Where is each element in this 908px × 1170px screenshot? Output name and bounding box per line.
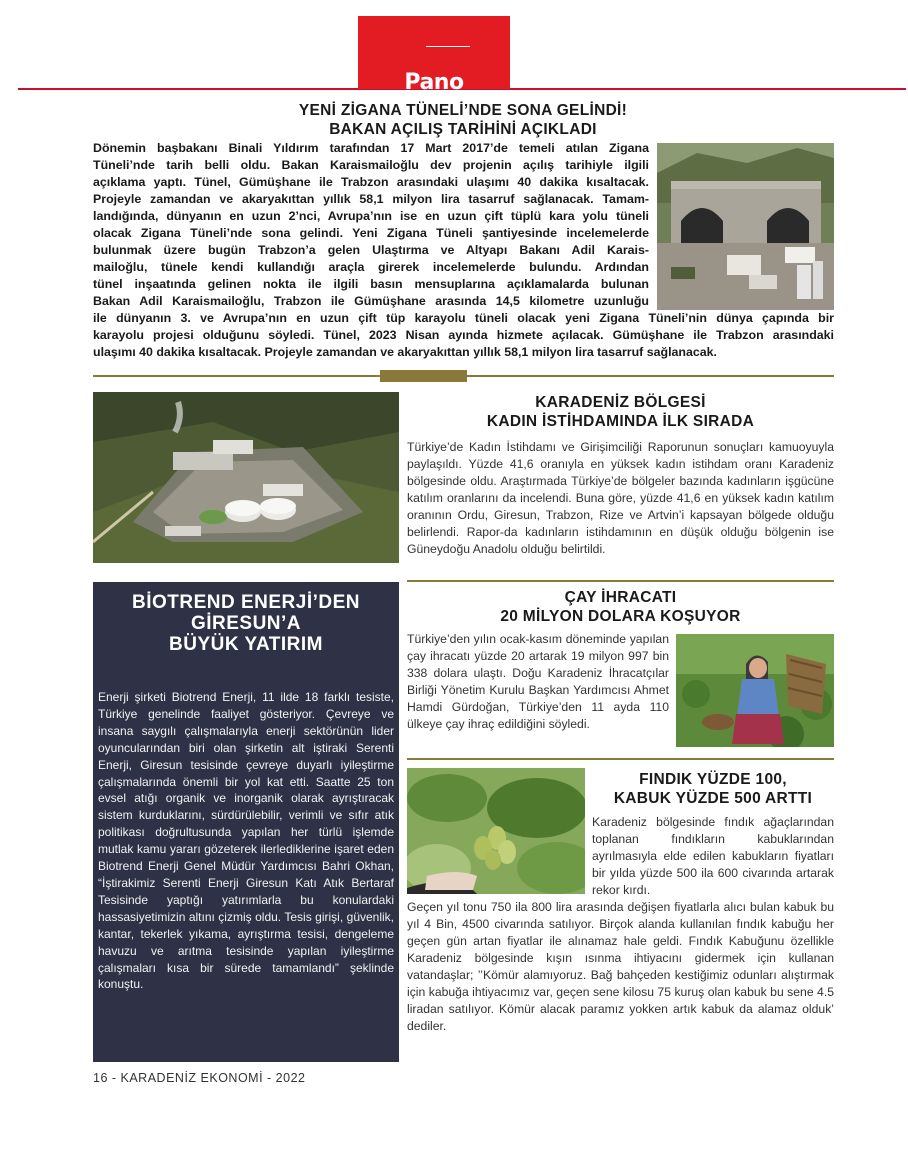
tea-harvest-illustration [676,634,834,747]
article2-title-line3: BÜYÜK YATIRIM [169,634,323,655]
article1-line: Bakan Adil Karaismailoğlu, Trabzon ile Gümüşhane arasında 14,5 kilometre uzunluğu [93,294,649,308]
article2-title-line1: BİOTREND ENERJİ’DEN [131,592,361,613]
article3-title-line1: KARADENİZ BÖLGESİ [535,394,706,411]
section-tab [358,16,510,95]
tunnel-photo [657,143,834,310]
article1-title-line2: BAKAN AÇILIŞ TARİHİNİ AÇIKLADI [329,121,597,138]
article2-title [93,592,399,655]
divider-mark [380,370,467,382]
article1-line: açıklama yaptı. Tünel, Gümüşhane ile Trabzon arasındaki ulaşımı 40 dakika kısaltacak. [93,175,649,189]
article1-line: landığında, dünyanın en uzun 2’nci, Avrupa’nın ise en uzun çift tüplü kara yolu tüneli [93,209,649,223]
article5-title-line2: KABUK YÜZDE 500 ARTTI [613,790,813,807]
section-label: Pano [404,70,464,95]
article1-line: Projeyle zamandan ve akaryakıttan yıllık 58,1 milyon lira tasarruf sağlanacak. Tamam- [93,192,649,206]
article1-title-line1: YENİ ZİGANA TÜNELİ’NDE SONA GELİNDİ! [298,102,628,119]
article4-title [407,588,834,626]
tea-harvest-photo [676,634,834,747]
article1-body-bottom [93,310,834,361]
article5-title-line1: FINDIK YÜZDE 100, [639,771,787,788]
article4-title-line2: 20 MİLYON DOLARA KOŞUYOR [500,608,741,625]
article3-divider [407,580,834,582]
article5-body-top: Karadeniz bölgesinde fındık ağaçlarından toplanan fındıkların kabuklarından ayrılmasıyla elde edilen kabukların fiyatları bir yılda yüzde 500 ila 600 civarında artarak rekor kırdı. [592,815,834,897]
article1-title [93,101,833,139]
article1-body-top [93,140,649,310]
biotrend-plant-photo [93,392,399,563]
biotrend-plant-illustration [93,392,399,563]
hazelnut-photo [407,768,585,894]
article1-line: ile dünyanın 3. ve Avrupa’nın en uzun çift tüp karayolu tüneli olacak yeni Zigana Tüneli’nin dünya çapında bir [93,311,834,325]
article1-line: Dönemin başbakanı Binali Yıldırım tarafından 17 Mart 2017’de temeli atılan Zigana [93,141,649,155]
article1-line: mailoğlu, tünele kendi kullandığı araçla girerek incelemelerde bulundu. Ardından [93,260,649,274]
article4-divider [407,758,834,760]
article3-title [407,393,834,431]
page-footer: 16 - KARADENİZ EKONOMİ - 2022 [93,1071,306,1085]
article2-title-line2: GİRESUN’A [190,613,302,634]
article5-body-bottom: Geçen yıl tonu 750 ila 800 lira arasında değişen fiyatlarla alıcı bulan kabuk bu yıl 4 Bin, 4500 civarında satılıyor. Birçok alanda kullanılan fındık kabuğu her geçen gün artan fiyatlar ile alınamaz hale geldi. Fındık Kabuğunu özellikle Karadeniz bölgesinde kışın ısınma ihtiyacını gidermek için kullanan vatandaşlar; ’’Kömür alamıyoruz. Bağ bahçeden kestiğimiz odunları alıştırmak için kabuğa ihtiyacımız var, geçen sene kilosu 75 kuruş olan kabuk bu sene 4.5 liradan satılıyor. Kömür alacak paramız yokken artık kabuk da alamaz olduk’ dediler. [407,900,834,1033]
section-tab-rule [426,46,470,47]
article1-line: olacak Zigana Tüneli’nde sona gelindi. Yeni Zigana Tüneli şantiyesinde incelemelerde [93,226,649,240]
article1-line: bulunmak üzere bugün Trabzon’a gelen Ulaştırma ve Altyapı Bakanı Adil Karais- [93,243,649,257]
article4-title-line1: ÇAY İHRACATI [564,589,677,606]
tunnel-photo-illustration [657,143,834,310]
article5-title [592,770,834,808]
article1-line: Tüneli’nde tarih belli oldu. Bakan Karaismailoğlu dev projenin açılış tarihiyle ilgili [93,158,649,172]
article1-line: tünel inşaatında gelinen nokta ile ilgili basın mensuplarına açıklamalarda bulunan [93,277,649,291]
article2-body: Enerji şirketi Biotrend Enerji, 11 ilde 18 farklı tesiste, Türkiye genelinde faaliyet gösteriyor. Çevreye ve insana saygılı çalışmalarıyla enerji sektörünün lider oyuncularından biri olan şirketin alt iştiraki Serenti Enerji, Giresun tesisinde çevreye duyarlı iyileştirme çalışmalarında önemli bir yol kat etti. Saatte 25 ton evsel atığı organik ve inorganik olarak ayrıştıracak sistem kurduklarını, sürdürülebilir, verimli ve sıfır atık politikası doğrultusunda yapılan her türlü işlemde mutlak kamu yararı gözeterek ilerlediklerine işaret eden Biotrend Enerji Genel Müdür Yardımcısı Bahri Okhan, “İştirakimiz Serenti Enerji Giresun Katı Atık Bertaraf Tesisinde yaptığı yatırımlarla bu konulardaki hassasiyetimizin altını çizmiş oldu. Tesis girişi, güvenlik, kantar, tekerlek yıkama, ayrıştırma tesisi, dengeleme havuzu ve arıtma tesisinde yapılan iyileştirme çalışmaları kısa bir sürede tamamlandı” şeklinde konuştu. [98,690,394,992]
article4-body: Türkiye’den yılın ocak-kasım döneminde yapılan çay ihracatı yüzde 20 artarak 19 milyon 997 bin 338 dolara ulaştı. Doğu Karadeniz İhracatçılar Birliği Yönetim Kurulu Başkan Yardımcısı Ahmet Hamdi Gürdoğan, Türkiye’den 11 ayda 110 ülkeye çay ihraç edildiğini söyledi. [407,632,669,731]
article3-title-line2: KADIN İSTİHDAMINDA İLK SIRADA [486,413,755,430]
article1-line: karayolu projesi olduğunu söyledi. Tünel, 2023 Nisan ayında hizmete açılacak. Gümüşhane ile Trabzon arasındaki [93,328,834,342]
article1-line: ulaşımı 40 dakika kısaltacak. Projeyle zamandan ve akaryakıttan yıllık 58,1 milyon lira tasarruf sağlanacak. [93,345,718,359]
hazelnut-illustration [407,768,585,894]
article3-body: Türkiye’de Kadın İstihdamı ve Girişimciliği Raporunun sonuçları kamuoyuyla paylaşıldı. Yüzde 41,6 oranıyla en yüksek kadın istihdam oranı Karadeniz bölgesinde oldu. Araştırmada Türkiye’de bölgeler bazında kadınların işgücüne katılım oranlarını da incelendi. Buna göre, yüzde 41,6 en yüksek kadın katılım oranının Ordu, Giresun, Trabzon, Rize ve Artvin’i kapsayan bölgede olduğu belirlendi. Rapor-da kadınların istihdamının en düşük olduğu bölgenin ise Güneydoğu Anadolu olduğu belirtildi. [407,440,834,556]
